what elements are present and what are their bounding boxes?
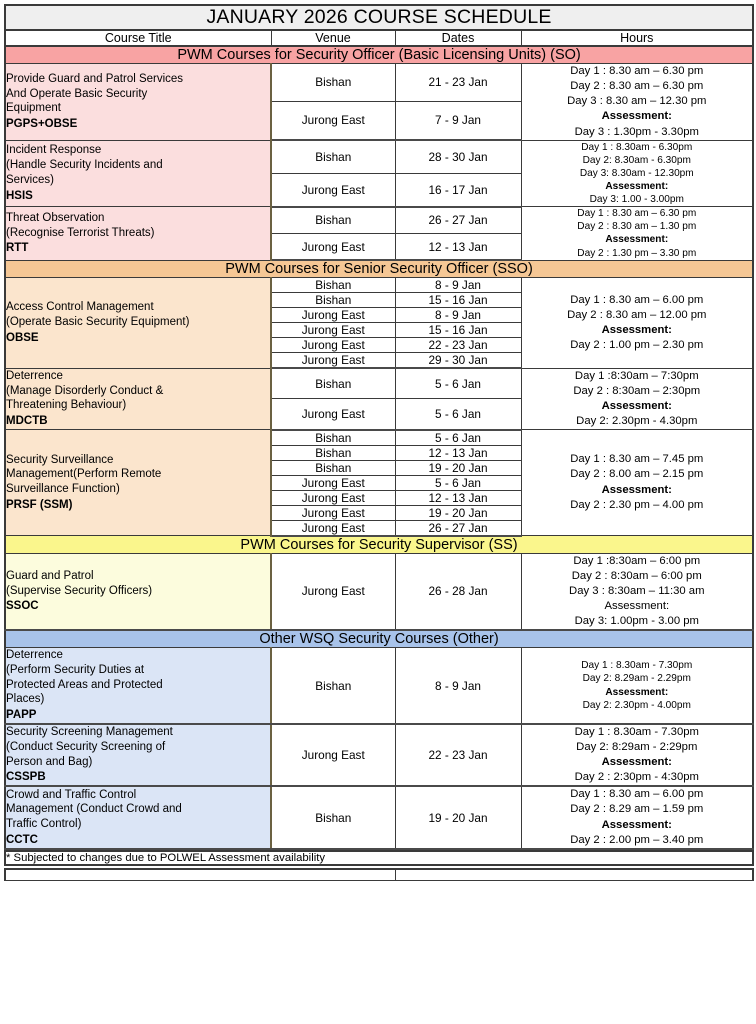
course-title-line: Services) bbox=[6, 173, 54, 186]
hours-line: Day 3 : 8.30 am – 12.30 pm bbox=[567, 95, 707, 108]
document-title-row bbox=[5, 5, 753, 30]
venue-cell: Bishan bbox=[271, 293, 395, 308]
hours-line: Day 3: 1.00 - 3.00pm bbox=[589, 194, 684, 206]
venue-cell: Bishan bbox=[271, 278, 395, 293]
hours-line: Day 3: 1.00pm - 3.00 pm bbox=[574, 615, 699, 628]
hours-line: Day 2: 8.30am - 6.30pm bbox=[582, 154, 691, 166]
dates-cell: 15 - 16 Jan bbox=[395, 323, 521, 338]
course-title-cell bbox=[5, 786, 271, 849]
section-header-row-ss bbox=[5, 536, 753, 554]
table-bottom-stub bbox=[4, 868, 754, 882]
hours-line: Assessment: bbox=[605, 234, 669, 246]
column-header-venue: Venue bbox=[271, 30, 395, 46]
venue-cell: Jurong East bbox=[271, 323, 395, 338]
dates-cell: 21 - 23 Jan bbox=[395, 64, 521, 102]
venue-cell: Jurong East bbox=[271, 399, 395, 430]
course-code: PGPS+OBSE bbox=[6, 118, 78, 131]
section-heading-sso: PWM Courses for Senior Security Officer (SSO) bbox=[5, 260, 753, 278]
table-row bbox=[5, 430, 753, 446]
dates-cell: 19 - 20 Jan bbox=[395, 786, 521, 849]
dates-cell: 29 - 30 Jan bbox=[395, 353, 521, 369]
column-header-dates: Dates bbox=[395, 30, 521, 46]
table-row bbox=[5, 64, 753, 102]
course-title-cell bbox=[5, 64, 271, 141]
venue-cell: Jurong East bbox=[271, 173, 395, 206]
hours-line: Assessment: bbox=[604, 599, 670, 612]
dates-cell: 26 - 27 Jan bbox=[395, 207, 521, 234]
venue-cell: Jurong East bbox=[271, 101, 395, 140]
dates-cell: 26 - 27 Jan bbox=[395, 520, 521, 536]
dates-cell: 19 - 20 Jan bbox=[395, 505, 521, 520]
venue-cell: Jurong East bbox=[271, 505, 395, 520]
hours-line: Day 2: 8:29am - 2:29pm bbox=[576, 740, 698, 753]
footnote-row bbox=[5, 851, 753, 865]
hours-line: Assessment: bbox=[601, 110, 672, 123]
hours-line: Assessment: bbox=[601, 818, 672, 831]
hours-line: Day 2 : 2:30pm - 4:30pm bbox=[574, 771, 699, 784]
venue-cell: Jurong East bbox=[271, 475, 395, 490]
table-row bbox=[5, 368, 753, 399]
course-title-line: Management(Perform Remote bbox=[6, 468, 162, 481]
venue-cell: Jurong East bbox=[271, 353, 395, 369]
stub-row bbox=[5, 869, 753, 881]
course-title-line: Threatening Behaviour) bbox=[6, 399, 127, 412]
course-title-cell bbox=[5, 140, 271, 207]
venue-cell: Bishan bbox=[271, 140, 395, 173]
course-code: PRSF (SSM) bbox=[6, 498, 73, 511]
footnote-table bbox=[4, 850, 754, 866]
course-title-line: Security Screening Management bbox=[6, 726, 173, 739]
venue-cell: Bishan bbox=[271, 460, 395, 475]
course-code: RTT bbox=[6, 242, 29, 255]
course-code: CSSPB bbox=[6, 771, 46, 784]
hours-line: Day 2 : 1.00 pm – 2.30 pm bbox=[570, 338, 704, 351]
course-code: HSIS bbox=[6, 189, 33, 202]
hours-cell bbox=[521, 278, 753, 369]
course-code: SSOC bbox=[6, 600, 39, 613]
course-title-cell bbox=[5, 207, 271, 260]
hours-line: Day 2 : 8.30 am – 6.30 pm bbox=[570, 80, 704, 93]
dates-cell: 19 - 20 Jan bbox=[395, 460, 521, 475]
course-title-line: (Supervise Security Officers) bbox=[6, 584, 153, 597]
course-title-line: Crowd and Traffic Control bbox=[6, 788, 137, 801]
course-title-line: And Operate Basic Security bbox=[6, 87, 148, 100]
dates-cell: 5 - 6 Jan bbox=[395, 430, 521, 446]
hours-cell bbox=[521, 140, 753, 207]
dates-cell: 8 - 9 Jan bbox=[395, 278, 521, 293]
hours-line: Day 1 : 8.30 am – 6.30 pm bbox=[570, 65, 704, 77]
course-schedule-table bbox=[4, 4, 754, 850]
hours-line: Assessment: bbox=[605, 686, 669, 698]
dates-cell: 5 - 6 Jan bbox=[395, 368, 521, 399]
table-row bbox=[5, 648, 753, 724]
column-header-hours: Hours bbox=[521, 30, 753, 46]
hours-line: Assessment: bbox=[601, 323, 672, 336]
venue-cell: Jurong East bbox=[271, 338, 395, 353]
dates-cell: 26 - 28 Jan bbox=[395, 553, 521, 630]
hours-line: Day 3 : 8:30am – 11:30 am bbox=[569, 584, 705, 597]
dates-cell: 28 - 30 Jan bbox=[395, 140, 521, 173]
table-row bbox=[5, 140, 753, 173]
hours-line: Day 2 : 1.30 pm – 3.30 pm bbox=[577, 247, 697, 259]
section-heading-other: Other WSQ Security Courses (Other) bbox=[5, 630, 753, 648]
column-header-row bbox=[5, 30, 753, 46]
hours-cell bbox=[521, 553, 753, 630]
hours-line: Day 2: 2.30pm - 4.30pm bbox=[576, 414, 698, 427]
course-title-line: (Perform Security Duties at bbox=[6, 663, 145, 676]
hours-line: Day 1 : 8.30 am – 6.00 pm bbox=[570, 293, 704, 306]
venue-cell: Bishan bbox=[271, 368, 395, 399]
hours-line: Day 1 : 8.30am - 6.30pm bbox=[581, 141, 693, 153]
course-code: PAPP bbox=[6, 709, 37, 722]
course-title-line: Provide Guard and Patrol Services bbox=[6, 72, 184, 85]
dates-cell: 8 - 9 Jan bbox=[395, 308, 521, 323]
table-row bbox=[5, 724, 753, 787]
course-title-line: (Conduct Security Screening of bbox=[6, 740, 166, 753]
course-code: CCTC bbox=[6, 833, 38, 846]
column-header-course-title: Course Title bbox=[5, 30, 271, 46]
section-heading-so: PWM Courses for Security Officer (Basic Licensing Units) (SO) bbox=[5, 46, 753, 64]
footnote-text: * Subjected to changes due to POLWEL Assessment availability bbox=[5, 851, 753, 865]
hours-line: Day 2 : 8.30 am – 1.30 pm bbox=[577, 221, 697, 233]
course-code: OBSE bbox=[6, 331, 39, 344]
hours-line: Day 2 : 8:30am – 6:00 pm bbox=[571, 569, 702, 582]
hours-line: Assessment: bbox=[605, 180, 669, 192]
hours-line: Day 2 : 8:30am – 2:30pm bbox=[573, 384, 701, 397]
hours-cell bbox=[521, 207, 753, 260]
course-title-line: Places) bbox=[6, 693, 45, 706]
section-header-row-other bbox=[5, 630, 753, 648]
hours-cell bbox=[521, 368, 753, 430]
venue-cell: Jurong East bbox=[271, 520, 395, 536]
hours-line: Day 2: 2.30pm - 4.00pm bbox=[582, 699, 691, 711]
dates-cell: 8 - 9 Jan bbox=[395, 648, 521, 724]
venue-cell: Bishan bbox=[271, 207, 395, 234]
course-title-cell bbox=[5, 430, 271, 536]
course-title-line: (Manage Disorderly Conduct & bbox=[6, 384, 164, 397]
hours-line: Day 1 : 8.30 am – 6.30 pm bbox=[577, 208, 697, 220]
hours-line: Assessment: bbox=[601, 756, 672, 769]
course-title-line: Equipment bbox=[6, 102, 61, 115]
course-title-cell bbox=[5, 724, 271, 787]
hours-line: Day 2 : 2.00 pm – 3.40 pm bbox=[570, 833, 704, 846]
course-title-cell bbox=[5, 648, 271, 724]
table-row bbox=[5, 786, 753, 849]
course-title-cell bbox=[5, 278, 271, 369]
hours-line: Day 1 : 8.30am - 7.30pm bbox=[574, 725, 699, 738]
hours-line: Assessment: bbox=[601, 483, 672, 496]
section-header-row-sso bbox=[5, 260, 753, 278]
course-title-cell bbox=[5, 553, 271, 630]
course-title-line: (Handle Security Incidents and bbox=[6, 159, 163, 172]
course-title-line: Threat Observation bbox=[6, 211, 105, 224]
venue-cell: Bishan bbox=[271, 64, 395, 102]
hours-line: Day 2 : 8.29 am – 1.59 pm bbox=[570, 803, 704, 816]
dates-cell: 12 - 13 Jan bbox=[395, 490, 521, 505]
course-title-line: Management (Conduct Crowd and bbox=[6, 803, 182, 816]
hours-line: Day 2: 8.29am - 2.29pm bbox=[582, 673, 691, 685]
hours-cell bbox=[521, 64, 753, 141]
venue-cell: Bishan bbox=[271, 786, 395, 849]
stub-cell-right bbox=[395, 869, 753, 881]
dates-cell: 22 - 23 Jan bbox=[395, 338, 521, 353]
hours-cell bbox=[521, 648, 753, 724]
venue-cell: Bishan bbox=[271, 648, 395, 724]
dates-cell: 15 - 16 Jan bbox=[395, 293, 521, 308]
page-title: JANUARY 2026 COURSE SCHEDULE bbox=[5, 5, 753, 30]
hours-line: Assessment: bbox=[601, 399, 672, 412]
course-title-cell bbox=[5, 368, 271, 430]
hours-line: Day 1 :8:30am – 7:30pm bbox=[574, 369, 699, 382]
hours-line: Day 1 :8:30am – 6:00 pm bbox=[573, 554, 701, 567]
course-title-line: (Operate Basic Security Equipment) bbox=[6, 316, 190, 328]
course-title-line: Access Control Management bbox=[6, 301, 154, 314]
course-title-line: Security Surveillance bbox=[6, 453, 114, 466]
course-title-line: Deterrence bbox=[6, 369, 63, 382]
hours-cell bbox=[521, 724, 753, 787]
table-row bbox=[5, 278, 753, 293]
course-title-line: Guard and Patrol bbox=[6, 569, 94, 582]
course-title-line: Person and Bag) bbox=[6, 755, 93, 768]
hours-line: Day 2 : 8.30 am – 12.00 pm bbox=[567, 308, 707, 321]
venue-cell: Bishan bbox=[271, 430, 395, 446]
table-row bbox=[5, 207, 753, 234]
dates-cell: 12 - 13 Jan bbox=[395, 445, 521, 460]
hours-line: Day 1 : 8.30 am – 6.00 pm bbox=[570, 788, 704, 801]
dates-cell: 7 - 9 Jan bbox=[395, 101, 521, 140]
course-title-line: Deterrence bbox=[6, 649, 63, 662]
venue-cell: Jurong East bbox=[271, 724, 395, 787]
hours-line: Day 3 : 1.30pm - 3.30pm bbox=[574, 125, 699, 138]
course-title-line: Incident Response bbox=[6, 144, 102, 157]
venue-cell: Jurong East bbox=[271, 233, 395, 260]
course-title-line: Traffic Control) bbox=[6, 818, 82, 831]
venue-cell: Jurong East bbox=[271, 308, 395, 323]
dates-cell: 5 - 6 Jan bbox=[395, 475, 521, 490]
section-header-row-so bbox=[5, 46, 753, 64]
dates-cell: 16 - 17 Jan bbox=[395, 173, 521, 206]
table-row bbox=[5, 553, 753, 630]
dates-cell: 12 - 13 Jan bbox=[395, 233, 521, 260]
course-code: MDCTB bbox=[6, 415, 48, 428]
hours-line: Day 2 : 8.00 am – 2.15 pm bbox=[570, 468, 704, 481]
section-heading-ss: PWM Courses for Security Supervisor (SS) bbox=[5, 536, 753, 554]
hours-line: Day 3: 8.30am - 12.30pm bbox=[579, 167, 694, 179]
dates-cell: 22 - 23 Jan bbox=[395, 724, 521, 787]
hours-cell bbox=[521, 430, 753, 536]
course-title-line: Protected Areas and Protected bbox=[6, 678, 163, 691]
hours-cell bbox=[521, 786, 753, 849]
dates-cell: 5 - 6 Jan bbox=[395, 399, 521, 430]
venue-cell: Jurong East bbox=[271, 553, 395, 630]
hours-line: Day 1 : 8.30 am – 7.45 pm bbox=[570, 453, 704, 466]
stub-cell-left bbox=[5, 869, 395, 881]
hours-line: Day 2 : 2.30 pm – 4.00 pm bbox=[570, 498, 704, 511]
venue-cell: Bishan bbox=[271, 445, 395, 460]
venue-cell: Jurong East bbox=[271, 490, 395, 505]
course-title-line: Surveillance Function) bbox=[6, 483, 120, 496]
hours-line: Day 1 : 8.30am - 7.30pm bbox=[581, 660, 693, 672]
course-title-line: (Recognise Terrorist Threats) bbox=[6, 226, 155, 239]
